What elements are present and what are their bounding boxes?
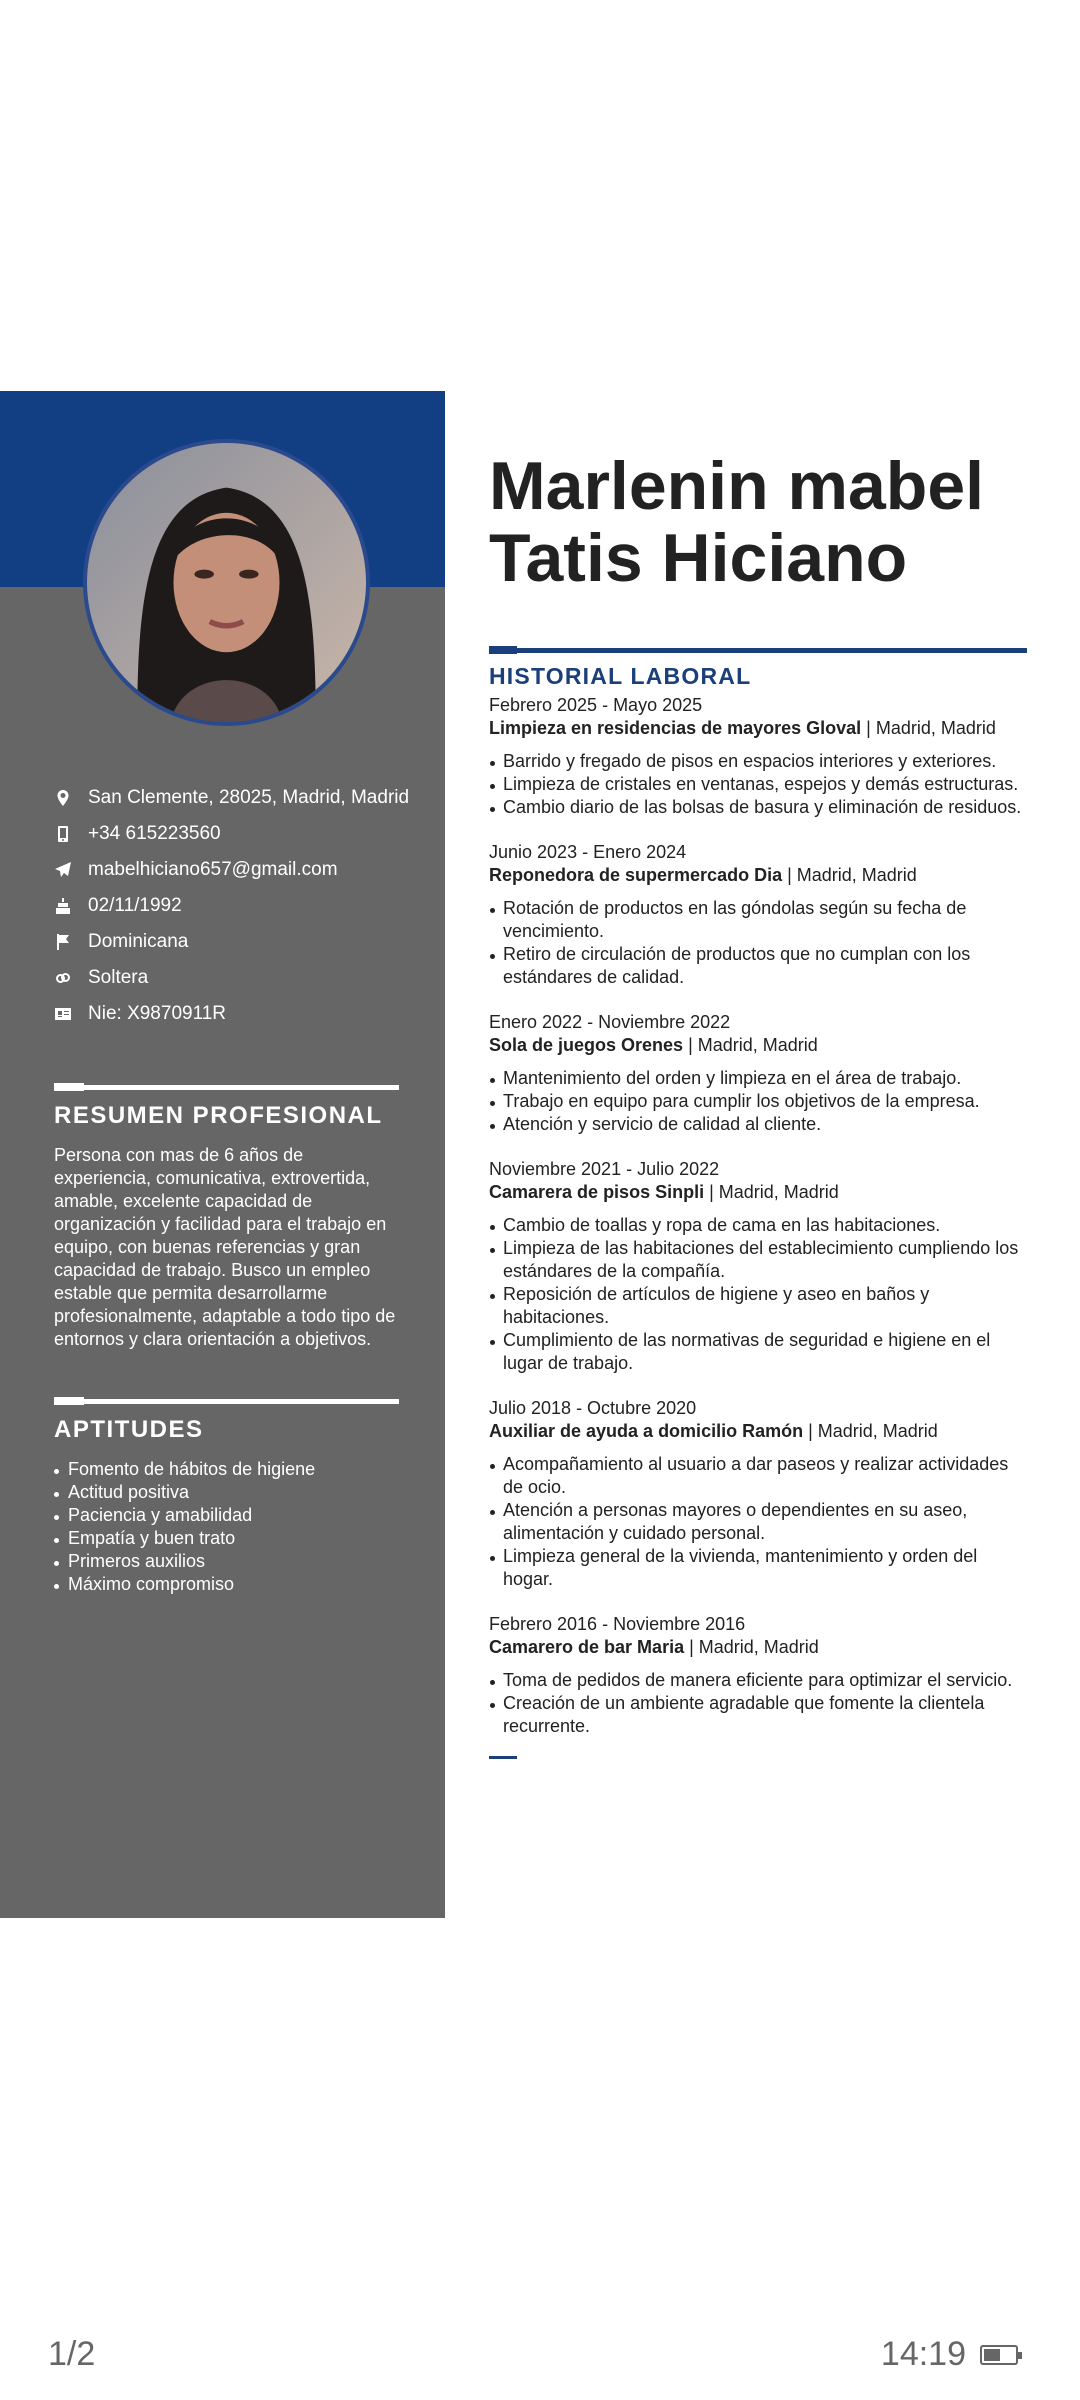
battery-level-fill xyxy=(984,2349,1000,2361)
clock-time: 14:19 xyxy=(880,2335,966,2373)
skill-item: Empatía y buen trato xyxy=(54,1527,399,1550)
job-dates: Junio 2023 - Enero 2024 xyxy=(489,842,687,862)
job-bullet: Creación de un ambiente agradable que fomente la clientela recurrente. xyxy=(489,1692,1027,1738)
summary-section xyxy=(54,1085,399,1351)
section-divider xyxy=(489,648,1027,653)
job-location: | Madrid, Madrid xyxy=(704,1182,839,1202)
job-bullet: Atención y servicio de calidad al cliente. xyxy=(489,1113,1027,1136)
skill-item: Fomento de hábitos de higiene xyxy=(54,1458,399,1481)
contact-list xyxy=(54,780,434,1032)
person-name xyxy=(489,450,1027,594)
section-end-mark xyxy=(489,1756,517,1759)
job-title: Reponedora de supermercado Dia xyxy=(489,865,783,885)
job-bullets xyxy=(489,897,1027,989)
birthday-cake-icon xyxy=(54,897,72,915)
job-title: Limpieza en residencias de mayores Gloval xyxy=(489,718,862,738)
page-indicator: 1/2 xyxy=(48,2335,96,2373)
job-entry xyxy=(489,1158,1027,1375)
skills-heading: APTITUDES xyxy=(54,1416,204,1443)
job-bullet: Rotación de productos en las góndolas según su fecha de vencimiento. xyxy=(489,897,1027,943)
work-history-heading: HISTORIAL LABORAL xyxy=(489,663,752,689)
summary-text: Persona con mas de 6 años de experiencia, comunicativa, extrovertida, amable, excelente capacidad de organización y facilidad para el trabajo en equipo, con buenas referencias y gran capacidad de trabajo. Busco un empleo estable que permita desarrollarme profesionalmente, adaptable a todo tipo de entornos y clara orientación a objetivos. xyxy=(54,1145,396,1349)
job-title: Camarera de pisos Sinpli xyxy=(489,1182,705,1202)
phone-icon xyxy=(54,825,72,843)
job-entry xyxy=(489,1397,1027,1591)
skills-list xyxy=(54,1458,399,1596)
job-dates: Noviembre 2021 - Julio 2022 xyxy=(489,1159,720,1179)
contact-phone-text: +34 615223560 xyxy=(88,823,221,844)
job-bullet: Limpieza de las habitaciones del establecimiento cumpliendo los estándares de la compañía. xyxy=(489,1237,1027,1283)
contact-birthdate xyxy=(54,888,434,924)
job-title: Camarero de bar Maria xyxy=(489,1637,685,1657)
contact-email xyxy=(54,852,434,888)
skill-item: Máximo compromiso xyxy=(54,1573,399,1596)
contact-email-text: mabelhiciano657@gmail.com xyxy=(88,859,338,880)
skills-section xyxy=(54,1399,399,1596)
contact-address-text: San Clemente, 28025, Madrid, Madrid xyxy=(88,787,410,808)
paper-plane-icon xyxy=(54,861,72,879)
main-column xyxy=(489,450,1027,1759)
section-divider xyxy=(54,1399,399,1404)
job-dates: Febrero 2016 - Noviembre 2016 xyxy=(489,1614,746,1634)
contact-marital-status-text: Soltera xyxy=(88,967,149,988)
job-title: Auxiliar de ayuda a domicilio Ramón xyxy=(489,1421,804,1441)
job-bullet: Cumplimiento de las normativas de seguridad e higiene en el lugar de trabajo. xyxy=(489,1329,1027,1375)
job-bullet: Retiro de circulación de productos que no cumplan con los estándares de calidad. xyxy=(489,943,1027,989)
job-entry xyxy=(489,694,1027,819)
name-line-1: Marlenin mabel xyxy=(489,448,985,524)
job-location: | Madrid, Madrid xyxy=(803,1421,938,1441)
job-entry xyxy=(489,1613,1027,1738)
job-title: Sola de juegos Orenes xyxy=(489,1035,684,1055)
job-bullets xyxy=(489,750,1027,819)
job-bullets xyxy=(489,1669,1027,1738)
name-line-2: Tatis Hiciano xyxy=(489,520,908,596)
job-bullet: Barrido y fregado de pisos en espacios interiores y exteriores. xyxy=(489,750,1027,773)
id-card-icon xyxy=(54,1005,72,1023)
profile-photo xyxy=(83,439,370,726)
battery-icon xyxy=(980,2345,1018,2365)
skill-item: Primeros auxilios xyxy=(54,1550,399,1573)
job-entry xyxy=(489,841,1027,989)
job-location: | Madrid, Madrid xyxy=(782,865,917,885)
skill-item: Actitud positiva xyxy=(54,1481,399,1504)
job-title-line xyxy=(489,1636,1027,1659)
job-bullet: Atención a personas mayores o dependientes en su aseo, alimentación y cuidado personal. xyxy=(489,1499,1027,1545)
job-location: | Madrid, Madrid xyxy=(683,1035,818,1055)
job-bullet: Limpieza de cristales en ventanas, espejos y demás estructuras. xyxy=(489,773,1027,796)
job-bullets xyxy=(489,1214,1027,1375)
contact-phone xyxy=(54,816,434,852)
section-divider xyxy=(54,1085,399,1090)
contact-birthdate-text: 02/11/1992 xyxy=(88,895,182,916)
job-bullets xyxy=(489,1453,1027,1591)
job-bullets xyxy=(489,1067,1027,1136)
job-dates: Febrero 2025 - Mayo 2025 xyxy=(489,695,703,715)
job-bullet: Reposición de artículos de higiene y aseo en baños y habitaciones. xyxy=(489,1283,1027,1329)
job-entry xyxy=(489,1011,1027,1136)
skill-item: Paciencia y amabilidad xyxy=(54,1504,399,1527)
rings-icon xyxy=(54,969,72,987)
job-title-line xyxy=(489,1034,1027,1057)
contact-address xyxy=(54,780,434,816)
job-bullet: Limpieza general de la vivienda, mantenimiento y orden del hogar. xyxy=(489,1545,1027,1591)
job-bullet: Acompañamiento al usuario a dar paseos y realizar actividades de ocio. xyxy=(489,1453,1027,1499)
job-title-line xyxy=(489,1181,1027,1204)
contact-marital-status xyxy=(54,960,434,996)
job-location: | Madrid, Madrid xyxy=(861,718,996,738)
job-title-line xyxy=(489,1420,1027,1443)
job-bullet: Trabajo en equipo para cumplir los objetivos de la empresa. xyxy=(489,1090,1027,1113)
job-dates: Julio 2018 - Octubre 2020 xyxy=(489,1398,697,1418)
contact-nationality xyxy=(54,924,434,960)
job-location: | Madrid, Madrid xyxy=(684,1637,819,1657)
job-title-line xyxy=(489,864,1027,887)
contact-id xyxy=(54,996,434,1032)
job-bullet: Mantenimiento del orden y limpieza en el área de trabajo. xyxy=(489,1067,1027,1090)
job-bullet: Cambio diario de las bolsas de basura y eliminación de residuos. xyxy=(489,796,1027,819)
status-clock xyxy=(881,2335,1018,2374)
contact-id-text: Nie: X9870911R xyxy=(88,1003,227,1024)
contact-nationality-text: Dominicana xyxy=(88,931,189,952)
job-bullet: Toma de pedidos de manera eficiente para optimizar el servicio. xyxy=(489,1669,1027,1692)
flag-icon xyxy=(54,933,72,951)
summary-heading: RESUMEN PROFESIONAL xyxy=(54,1102,383,1129)
job-dates: Enero 2022 - Noviembre 2022 xyxy=(489,1012,731,1032)
job-title-line xyxy=(489,717,1027,740)
job-bullet: Cambio de toallas y ropa de cama en las habitaciones. xyxy=(489,1214,1027,1237)
location-pin-icon xyxy=(54,789,72,807)
